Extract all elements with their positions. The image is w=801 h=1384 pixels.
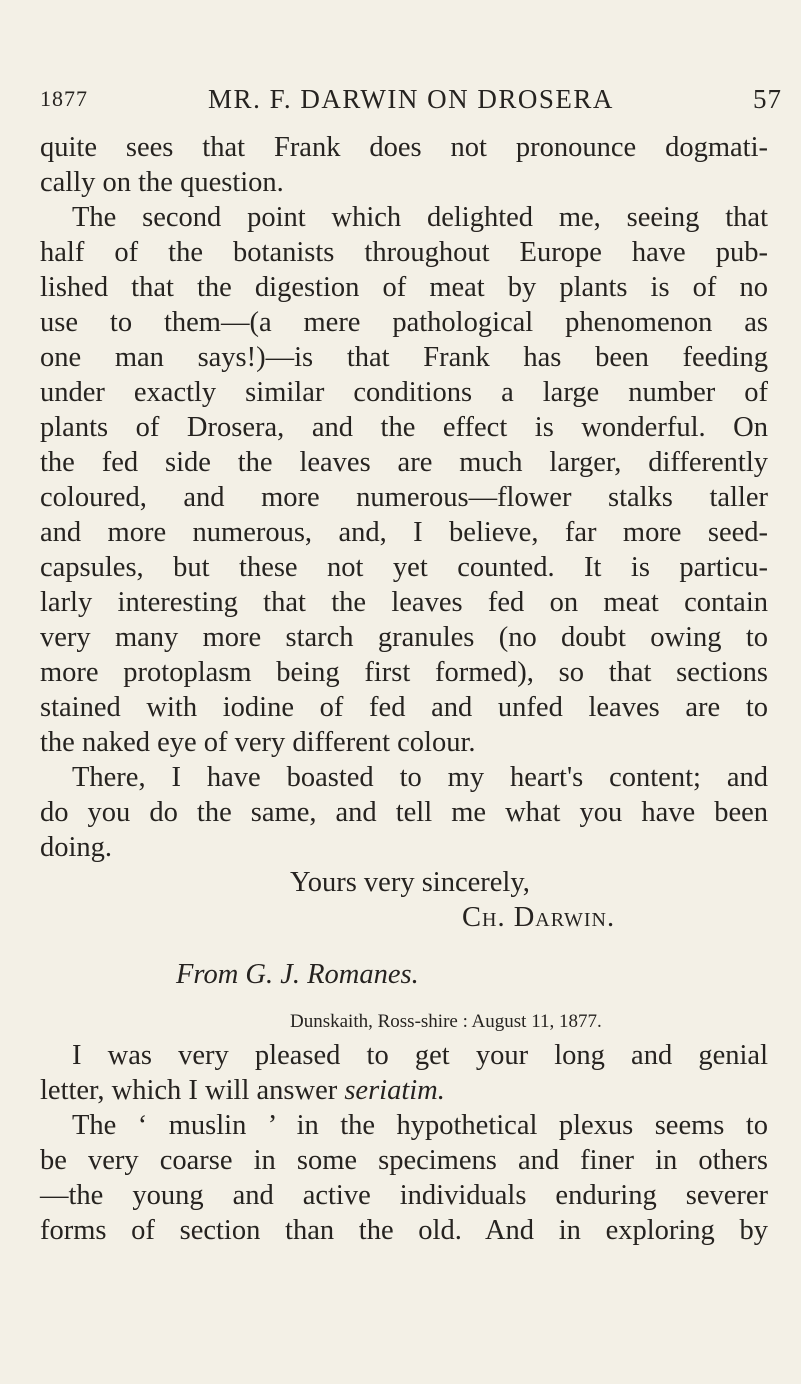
text-line: do you do the same, and tell me what you have been <box>40 797 768 828</box>
text-line: and more numerous, and, I believe, far more seed- <box>40 517 768 548</box>
text-line: quite sees that Frank does not pronounce dogmati- <box>40 132 768 163</box>
text-line: The ‘ muslin ’ in the hypothetical plexus seems to <box>72 1110 768 1141</box>
text-line: use to them—(a mere pathological phenomenon as <box>40 307 768 338</box>
text-line: coloured, and more numerous—flower stalks taller <box>40 482 768 513</box>
header-title: MR. F. DARWIN ON DROSERA <box>208 84 614 114</box>
text-line: very many more starch granules (no doubt owing to <box>40 622 768 653</box>
text-line: one man says!)—is that Frank has been feeding <box>40 342 768 373</box>
italic-word: seriatim. <box>344 1075 445 1106</box>
text-line: plants of Drosera, and the effect is wonderful. On <box>40 412 768 443</box>
letter-signature: Ch. Darwin. <box>462 902 616 933</box>
text-line: lished that the digestion of meat by plants is of no <box>40 272 768 303</box>
text-span: letter, which I will answer <box>40 1075 345 1106</box>
letter-heading: From G. J. Romanes. <box>176 959 419 990</box>
text-line: half of the botanists throughout Europe have pub- <box>40 237 768 268</box>
text-line: —the young and active individuals enduring severer <box>40 1180 768 1211</box>
text-line: There, I have boasted to my heart's content; and <box>72 762 768 793</box>
text-line <box>40 1073 768 1108</box>
text-line: stained with iodine of fed and unfed leaves are to <box>40 692 768 723</box>
body-text <box>40 130 768 1248</box>
text-line: be very coarse in some specimens and finer in others <box>40 1145 768 1176</box>
text-line: larly interesting that the leaves fed on meat contain <box>40 587 768 618</box>
text-line: I was very pleased to get your long and genial <box>72 1040 768 1071</box>
letter2-body <box>40 1038 768 1248</box>
text-line: capsules, but these not yet counted. It is particu- <box>40 552 768 583</box>
letter-closing: Yours very sincerely, <box>290 867 530 898</box>
letter-dateline: Dunskaith, Ross-shire : August 11, 1877. <box>290 1011 602 1032</box>
text-line: more protoplasm being first formed), so that sections <box>40 657 768 688</box>
text-line: the naked eye of very different colour. <box>40 727 476 758</box>
text-line: forms of section than the old. And in exploring by <box>40 1215 768 1246</box>
page-number: 57 <box>753 84 782 114</box>
running-head <box>40 84 782 118</box>
text-line: The second point which delighted me, seeing that <box>72 202 768 233</box>
header-year: 1877 <box>40 86 88 111</box>
text-line: cally on the question. <box>40 167 284 198</box>
text-line: doing. <box>40 832 113 863</box>
text-line: under exactly similar conditions a large number of <box>40 377 768 408</box>
text-line: the fed side the leaves are much larger, differently <box>40 447 768 478</box>
